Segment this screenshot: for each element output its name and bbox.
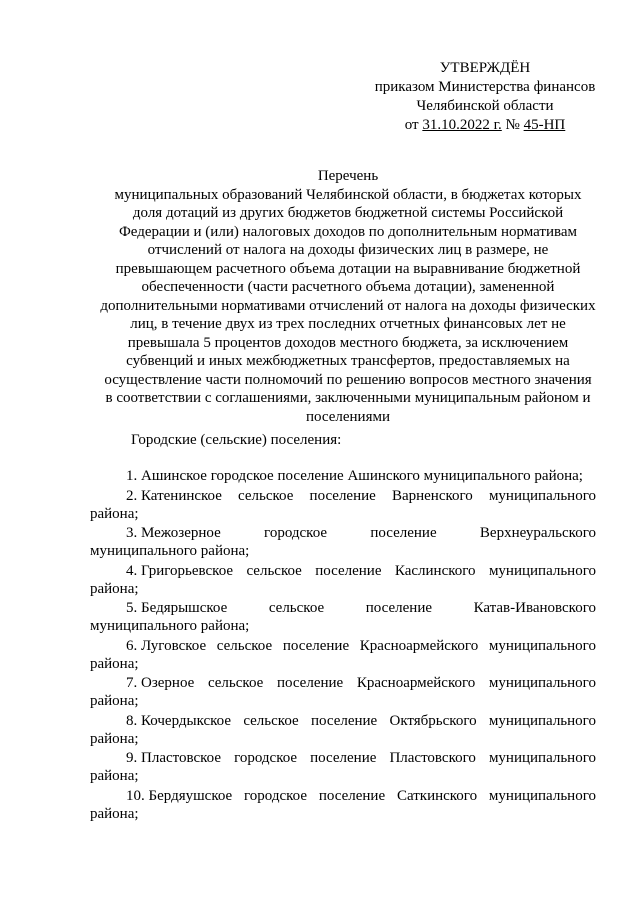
list-item-word: 3. Межозерное [126, 525, 221, 541]
list-item-word: городское [264, 525, 328, 541]
heading-line: превышающем расчетного объема дотации на выравнивание бюджетной [115, 260, 581, 277]
list-item-word: 8. Кочердыкское [126, 712, 232, 729]
list-item-word: муниципального [488, 787, 596, 804]
approval-number-prefix: № [501, 117, 524, 133]
list-item-word: Красноармейского [356, 675, 476, 691]
list-item-word: 6. Луговское [126, 637, 207, 654]
heading-line: доля дотаций из других бюджетов бюджетной системы Российской [132, 205, 564, 221]
list-item-word: Варненского [391, 487, 473, 504]
list-item-word: муниципального [488, 750, 596, 766]
approval-date-prefix: от [404, 117, 423, 133]
list-item-continuation: района; [90, 805, 139, 822]
list-item-word: 4. Григорьевское [126, 562, 234, 579]
list-item-word: муниципального [488, 487, 596, 504]
section-title: Городские (сельские) поселения: [131, 432, 342, 448]
list-item [90, 468, 596, 486]
list-item-word: поселение [318, 787, 386, 804]
list-item-word: сельское [207, 675, 264, 691]
heading-line: превышала 5 процентов доходов местного бюджета, за исключением [127, 334, 569, 351]
list-item-word: городское [244, 787, 308, 804]
list-item [90, 600, 596, 636]
approval-date-line [360, 117, 610, 136]
list-item-word: 2. Катенинское [126, 487, 222, 504]
list-item-word: поселение [276, 675, 344, 691]
list-item-word: поселение [310, 750, 377, 766]
list-item-word: Красноармейского [359, 637, 479, 654]
list-item-continuation: муниципального района; [90, 618, 250, 634]
list-item-first-line [90, 468, 596, 486]
approval-stamp [360, 60, 610, 136]
list-item [90, 638, 596, 674]
list-item-first-line [90, 675, 596, 693]
heading-line: Перечень [317, 168, 379, 184]
list-item-continuation: района; [90, 768, 139, 784]
approval-order: приказом Министерства финансов [374, 79, 596, 95]
heading-line: лиц, в течение двух из трех последних отчетных финансовых лет не [130, 316, 566, 332]
approval-date: 31.10.2022 г. [422, 117, 502, 133]
heading-line: муниципальных образований Челябинской области, в бюджетах которых [114, 186, 582, 203]
list-item-word: 7. Озерное [126, 675, 195, 691]
list-item-word: Пластовского [389, 750, 476, 766]
list-item-word: муниципального [488, 562, 596, 579]
list-item-continuation: района; [90, 693, 139, 709]
list-item-first-line [90, 750, 596, 768]
list-item-word: городское [234, 750, 298, 766]
list-item-word: Верхнеуральского [479, 525, 596, 541]
approval-title: УТВЕРЖДЁН [439, 60, 531, 76]
list-item-word: сельское [243, 712, 299, 729]
approval-region: Челябинской области [416, 98, 554, 114]
list-item [90, 713, 596, 749]
heading-line: поселениями [305, 408, 391, 425]
list-item-word: поселение [315, 562, 382, 579]
list-item-word: сельское [216, 637, 273, 654]
list-item-word: сельское [238, 487, 294, 504]
list-item-word: Катав-Ивановского [473, 600, 596, 616]
list-item-continuation: муниципального района; [90, 543, 250, 559]
list-item-first-line [90, 600, 596, 618]
list-item-word: поселение [309, 487, 376, 504]
list-item [90, 750, 596, 786]
list-item-word: сельское [268, 600, 325, 616]
list-item-word: муниципального [488, 675, 596, 691]
list-item-word: Каслинского [394, 562, 476, 579]
list-item-word: 1. Ашинское городское поселение Ашинского муниципального района; [126, 468, 583, 484]
list-item [90, 488, 596, 524]
list-item [90, 525, 596, 561]
list-item-continuation: района; [90, 580, 139, 597]
list-item-first-line [90, 525, 596, 543]
list-item-word: 9. Пластовское [126, 750, 222, 766]
list-item-continuation: района; [90, 505, 139, 522]
list-item [90, 788, 596, 824]
list-item-word: муниципального [488, 712, 596, 729]
list-item-word: 10. Бердяушское [126, 787, 233, 804]
heading-line: обеспеченности (части расчетного объема дотации), замененной [141, 279, 555, 295]
list-item [90, 563, 596, 599]
list-item-word: поселение [365, 600, 433, 616]
list-item-word: Саткинского [396, 787, 478, 804]
list-item-continuation: района; [90, 655, 139, 672]
list-item-word: муниципального [488, 637, 596, 654]
list-item-word: Октябрьского [389, 712, 477, 729]
settlements-list [90, 468, 596, 825]
list-item-word: 5. Бедярышское [126, 600, 228, 616]
list-item-first-line [90, 488, 596, 506]
list-item-first-line [90, 713, 596, 731]
heading-line: отчислений от налога на доходы физических лиц в размере, не [147, 242, 549, 258]
list-item-first-line [90, 563, 596, 581]
list-item [90, 675, 596, 711]
heading-line: осуществление части полномочий по решению вопросов местного значения [104, 371, 592, 388]
document-heading [90, 168, 606, 427]
list-item-continuation: района; [90, 730, 139, 747]
list-item-word: сельское [246, 562, 302, 579]
heading-line: Федерации и (или) налоговых доходов по дополнительным нормативам [118, 223, 578, 240]
approval-number: 45-НП [523, 117, 566, 133]
heading-line: в соответствии с соглашениями, заключенными муниципальным районом и [105, 390, 591, 406]
list-item-first-line [90, 788, 596, 806]
list-item-word: поселение [370, 525, 437, 541]
heading-line: дополнительными нормативами отчислений от налога на доходы физических [100, 297, 596, 314]
list-item-first-line [90, 638, 596, 656]
list-item-word: поселение [310, 712, 378, 729]
heading-line: субвенций и иных межбюджетных трансфертов, предоставляемых на [126, 353, 570, 369]
list-item-word: поселение [282, 637, 350, 654]
